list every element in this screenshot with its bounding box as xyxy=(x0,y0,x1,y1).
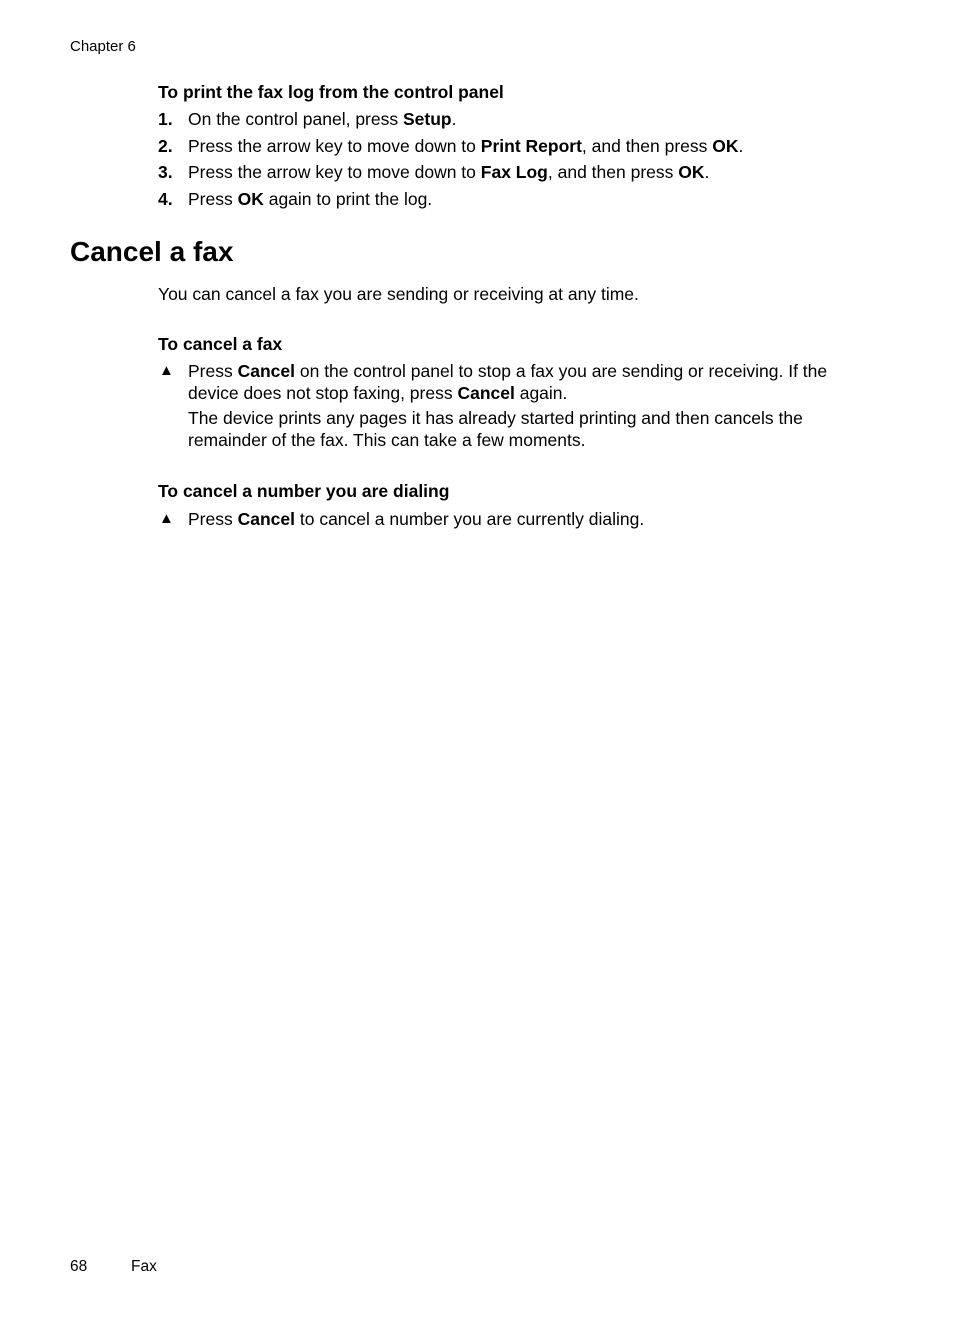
step-text-pre: Press xyxy=(188,189,238,209)
section-title-cancel-a-fax: Cancel a fax xyxy=(70,236,234,267)
procedure-title-print-fax-log: To print the fax log from the control panel xyxy=(158,82,504,102)
print-step-4 xyxy=(158,188,878,210)
step-keyword: Cancel xyxy=(237,361,295,381)
procedure-title-cancel-dialing: To cancel a number you are dialing xyxy=(158,481,450,501)
step-text-pre: Press xyxy=(188,361,238,381)
step-text-pre: Press the arrow key to move down to xyxy=(188,136,481,156)
step-text-mid: , and then press xyxy=(547,162,679,182)
step-text-mid: again to print the log. xyxy=(263,189,433,209)
step-text-pre: On the control panel, press xyxy=(188,109,403,129)
step-text-post: again. xyxy=(514,383,568,403)
step-text-mid: . xyxy=(451,109,457,129)
cancel-fax-step xyxy=(158,360,878,451)
step-text-pre: Press xyxy=(188,509,238,529)
step-keyword: Setup xyxy=(402,109,452,129)
step-keyword: OK xyxy=(237,189,264,209)
step-number: 1. xyxy=(158,109,173,129)
section-intro: You can cancel a fax you are sending or receiving at any time. xyxy=(158,284,639,304)
step-number: 2. xyxy=(158,136,173,156)
step-text xyxy=(188,108,878,130)
triangle-bullet-icon: ▲ xyxy=(159,362,174,379)
step-text xyxy=(188,135,878,157)
step-number: 4. xyxy=(158,189,173,209)
step-keyword: Cancel xyxy=(457,383,515,403)
step-number: 3. xyxy=(158,162,173,182)
step-text-post: . xyxy=(738,136,744,156)
step-keyword: Print Report xyxy=(480,136,582,156)
print-step-2 xyxy=(158,135,878,157)
triangle-bullet-icon: ▲ xyxy=(159,510,174,527)
print-step-3 xyxy=(158,161,878,183)
footer-section-label: Fax xyxy=(131,1258,157,1275)
step-keyword: Fax Log xyxy=(480,162,548,182)
step-text xyxy=(188,161,878,183)
step-result-note: The device prints any pages it has already started printing and then cancels the remainder of the fax. This can take a few moments. xyxy=(188,408,803,450)
step-text-pre: Press the arrow key to move down to xyxy=(188,162,481,182)
running-head-chapter: Chapter 6 xyxy=(70,38,136,55)
step-text xyxy=(188,360,878,404)
page-number: 68 xyxy=(70,1258,88,1275)
print-step-1 xyxy=(158,108,878,130)
step-text-mid: on the control panel to stop a fax you are sending or receiving. If the device does not stop faxing, press xyxy=(188,361,828,403)
step-keyword: OK xyxy=(712,136,739,156)
procedure-title-cancel-fax: To cancel a fax xyxy=(158,334,283,354)
step-text-post: . xyxy=(704,162,710,182)
step-text-post: to cancel a number you are currently dialing. xyxy=(295,509,645,529)
step-text xyxy=(188,188,878,210)
step-keyword: OK xyxy=(678,162,705,182)
step-keyword: Cancel xyxy=(237,509,295,529)
step-text-mid: , and then press xyxy=(581,136,713,156)
step-text xyxy=(188,508,878,530)
cancel-dialing-step xyxy=(158,508,878,530)
